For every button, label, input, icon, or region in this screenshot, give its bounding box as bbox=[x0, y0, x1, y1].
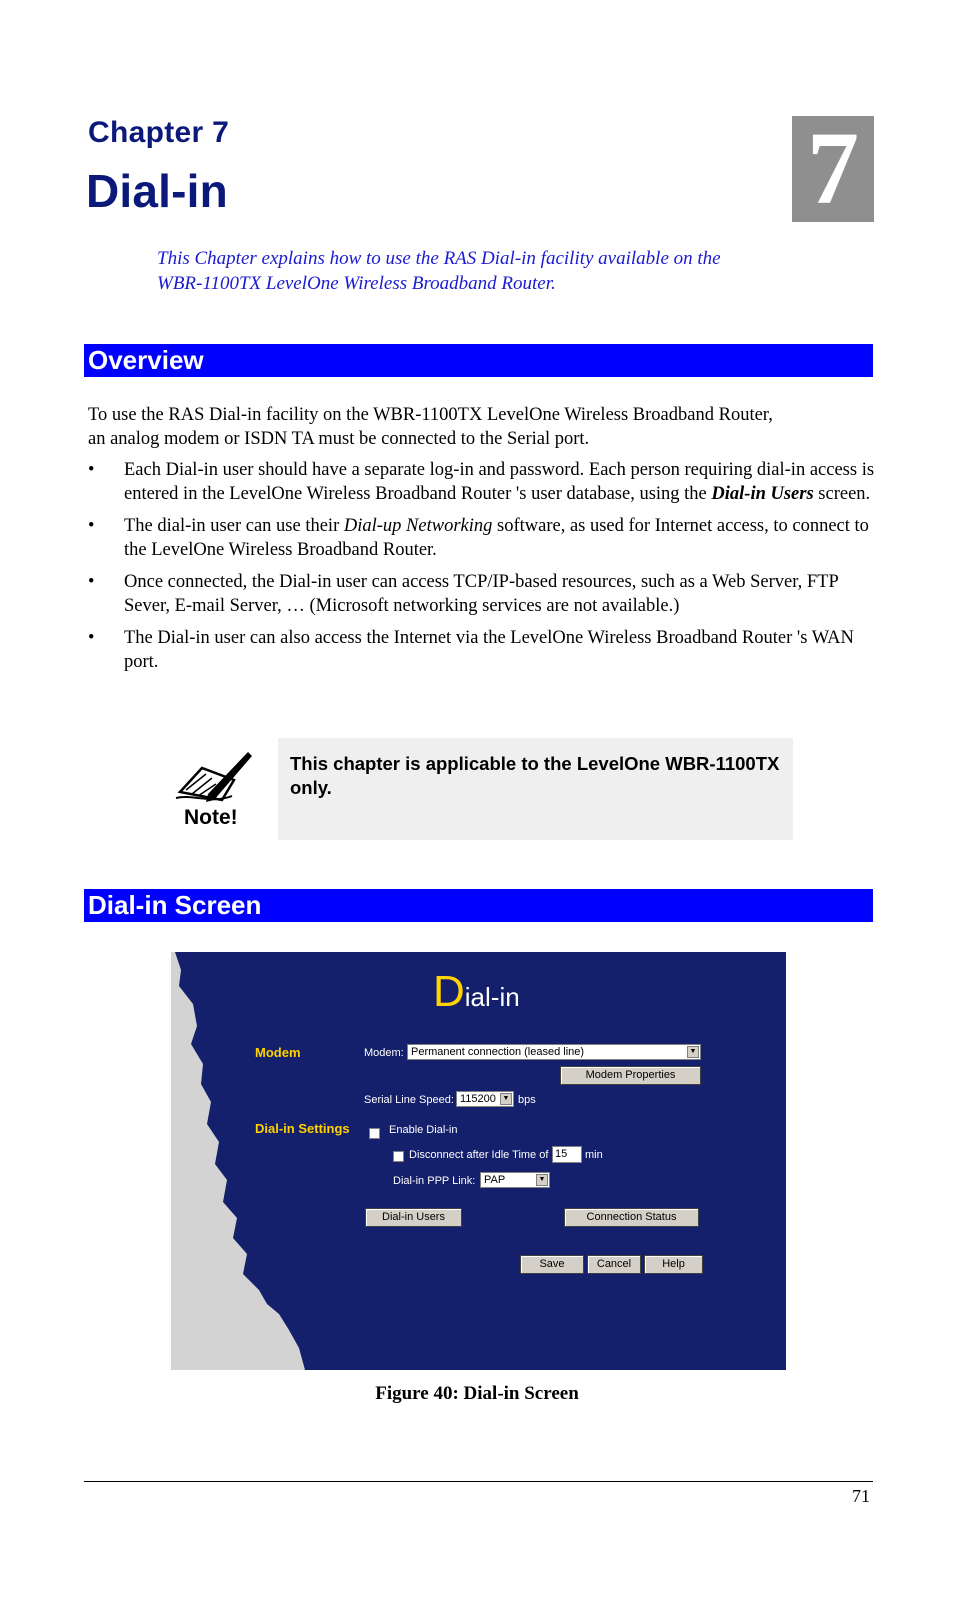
enable-dialin-checkbox[interactable] bbox=[369, 1128, 380, 1139]
figure-caption: Figure 40: Dial-in Screen bbox=[375, 1383, 579, 1404]
modem-select[interactable] bbox=[407, 1044, 701, 1060]
serial-speed-value: 115200 bbox=[460, 1093, 496, 1105]
idle-time-unit: min bbox=[585, 1149, 603, 1161]
screen-title-rest: ial-in bbox=[464, 982, 520, 1012]
overview-bullet-list bbox=[88, 458, 878, 682]
bullet-marker: • bbox=[88, 516, 95, 536]
list-item bbox=[88, 570, 878, 618]
note-icon-word: Note! bbox=[184, 806, 238, 828]
section-heading-dialin-screen: Dial-in Screen bbox=[84, 889, 873, 922]
note-box bbox=[278, 738, 793, 840]
note-text: This chapter is applicable to the LevelOne WBR-1100TX only. bbox=[290, 753, 780, 798]
connection-status-button[interactable]: Connection Status bbox=[564, 1208, 699, 1227]
ppp-link-select[interactable] bbox=[480, 1172, 550, 1188]
disconnect-idle-checkbox[interactable] bbox=[393, 1151, 404, 1162]
bullet-emphasis: Dial-up Networking bbox=[343, 516, 493, 536]
intro-line-2: WBR-1100TX LevelOne Wireless Broadband Router. bbox=[157, 273, 556, 294]
list-item bbox=[88, 626, 878, 674]
bullet-text: software, as used for Internet access, to connect to the LevelOne Wireless Broadband Router. bbox=[124, 516, 869, 560]
serial-speed-unit: bps bbox=[518, 1094, 536, 1106]
enable-dialin-label: Enable Dial-in bbox=[389, 1124, 458, 1136]
footer-divider bbox=[84, 1481, 873, 1482]
bullet-marker: • bbox=[88, 628, 95, 648]
chapter-intro bbox=[157, 246, 797, 296]
ppp-link-value: PAP bbox=[484, 1174, 506, 1186]
ppp-link-label: Dial-in PPP Link: bbox=[393, 1175, 476, 1187]
serial-speed-label: Serial Line Speed: bbox=[364, 1094, 454, 1106]
bullet-text: The Dial-in user can also access the Internet via the LevelOne Wireless Broadband Router 's WAN port. bbox=[124, 628, 854, 672]
chevron-down-icon[interactable]: ▼ bbox=[687, 1046, 699, 1058]
overview-paragraph bbox=[88, 403, 878, 451]
list-item bbox=[88, 458, 878, 506]
screen-title bbox=[433, 966, 520, 1023]
bullet-text: Once connected, the Dial-in user can access TCP/IP-based resources, such as a Web Server, FTP Sever, E-mail Server, … (Microsoft networking services are not available.) bbox=[124, 572, 839, 616]
cancel-button[interactable]: Cancel bbox=[587, 1255, 641, 1274]
intro-line-1: This Chapter explains how to use the RAS Dial-in facility available on the bbox=[157, 248, 721, 269]
dialin-settings-section-label: Dial-in Settings bbox=[255, 1121, 350, 1136]
idle-time-input[interactable]: 15 bbox=[552, 1146, 582, 1163]
modem-section-label: Modem bbox=[255, 1045, 301, 1060]
list-item bbox=[88, 514, 878, 562]
bullet-text: Each Dial-in user should have a separate log-in and password. Each person requiring dial-in access is entered in the LevelOne Wireless Broadband Router 's user database, using the bbox=[124, 460, 875, 504]
modem-select-value: Permanent connection (leased line) bbox=[411, 1046, 585, 1058]
disconnect-idle-label: Disconnect after Idle Time of bbox=[409, 1149, 549, 1161]
page-number: 71 bbox=[852, 1486, 870, 1506]
chapter-title: Dial-in bbox=[86, 165, 228, 217]
serial-speed-select[interactable] bbox=[456, 1091, 514, 1107]
modem-properties-button[interactable]: Modem Properties bbox=[560, 1066, 701, 1085]
torn-edge-decoration bbox=[171, 952, 311, 1370]
chapter-label: Chapter 7 bbox=[88, 116, 230, 149]
screen-title-initial: D bbox=[433, 967, 465, 1016]
save-button[interactable]: Save bbox=[520, 1255, 584, 1274]
section-heading-overview: Overview bbox=[84, 344, 873, 377]
bullet-emphasis: Dial-in Users bbox=[711, 484, 814, 504]
chevron-down-icon[interactable]: ▼ bbox=[500, 1093, 512, 1105]
overview-para-line-1: To use the RAS Dial-in facility on the WBR-1100TX LevelOne Wireless Broadband Router, bbox=[88, 405, 773, 425]
bullet-marker: • bbox=[88, 572, 95, 592]
overview-para-line-2: an analog modem or ISDN TA must be connected to the Serial port. bbox=[88, 429, 590, 449]
chapter-number-box: 7 bbox=[792, 116, 874, 222]
help-button[interactable]: Help bbox=[644, 1255, 703, 1274]
bullet-text: screen. bbox=[813, 484, 871, 504]
bullet-marker: • bbox=[88, 460, 95, 480]
modem-label: Modem: bbox=[364, 1047, 404, 1059]
dialin-screen-screenshot bbox=[171, 952, 786, 1370]
note-pencil-icon bbox=[172, 748, 252, 828]
dialin-users-button[interactable]: Dial-in Users bbox=[365, 1208, 462, 1227]
chevron-down-icon[interactable]: ▼ bbox=[536, 1174, 548, 1186]
bullet-text: The dial-in user can use their bbox=[124, 516, 344, 536]
